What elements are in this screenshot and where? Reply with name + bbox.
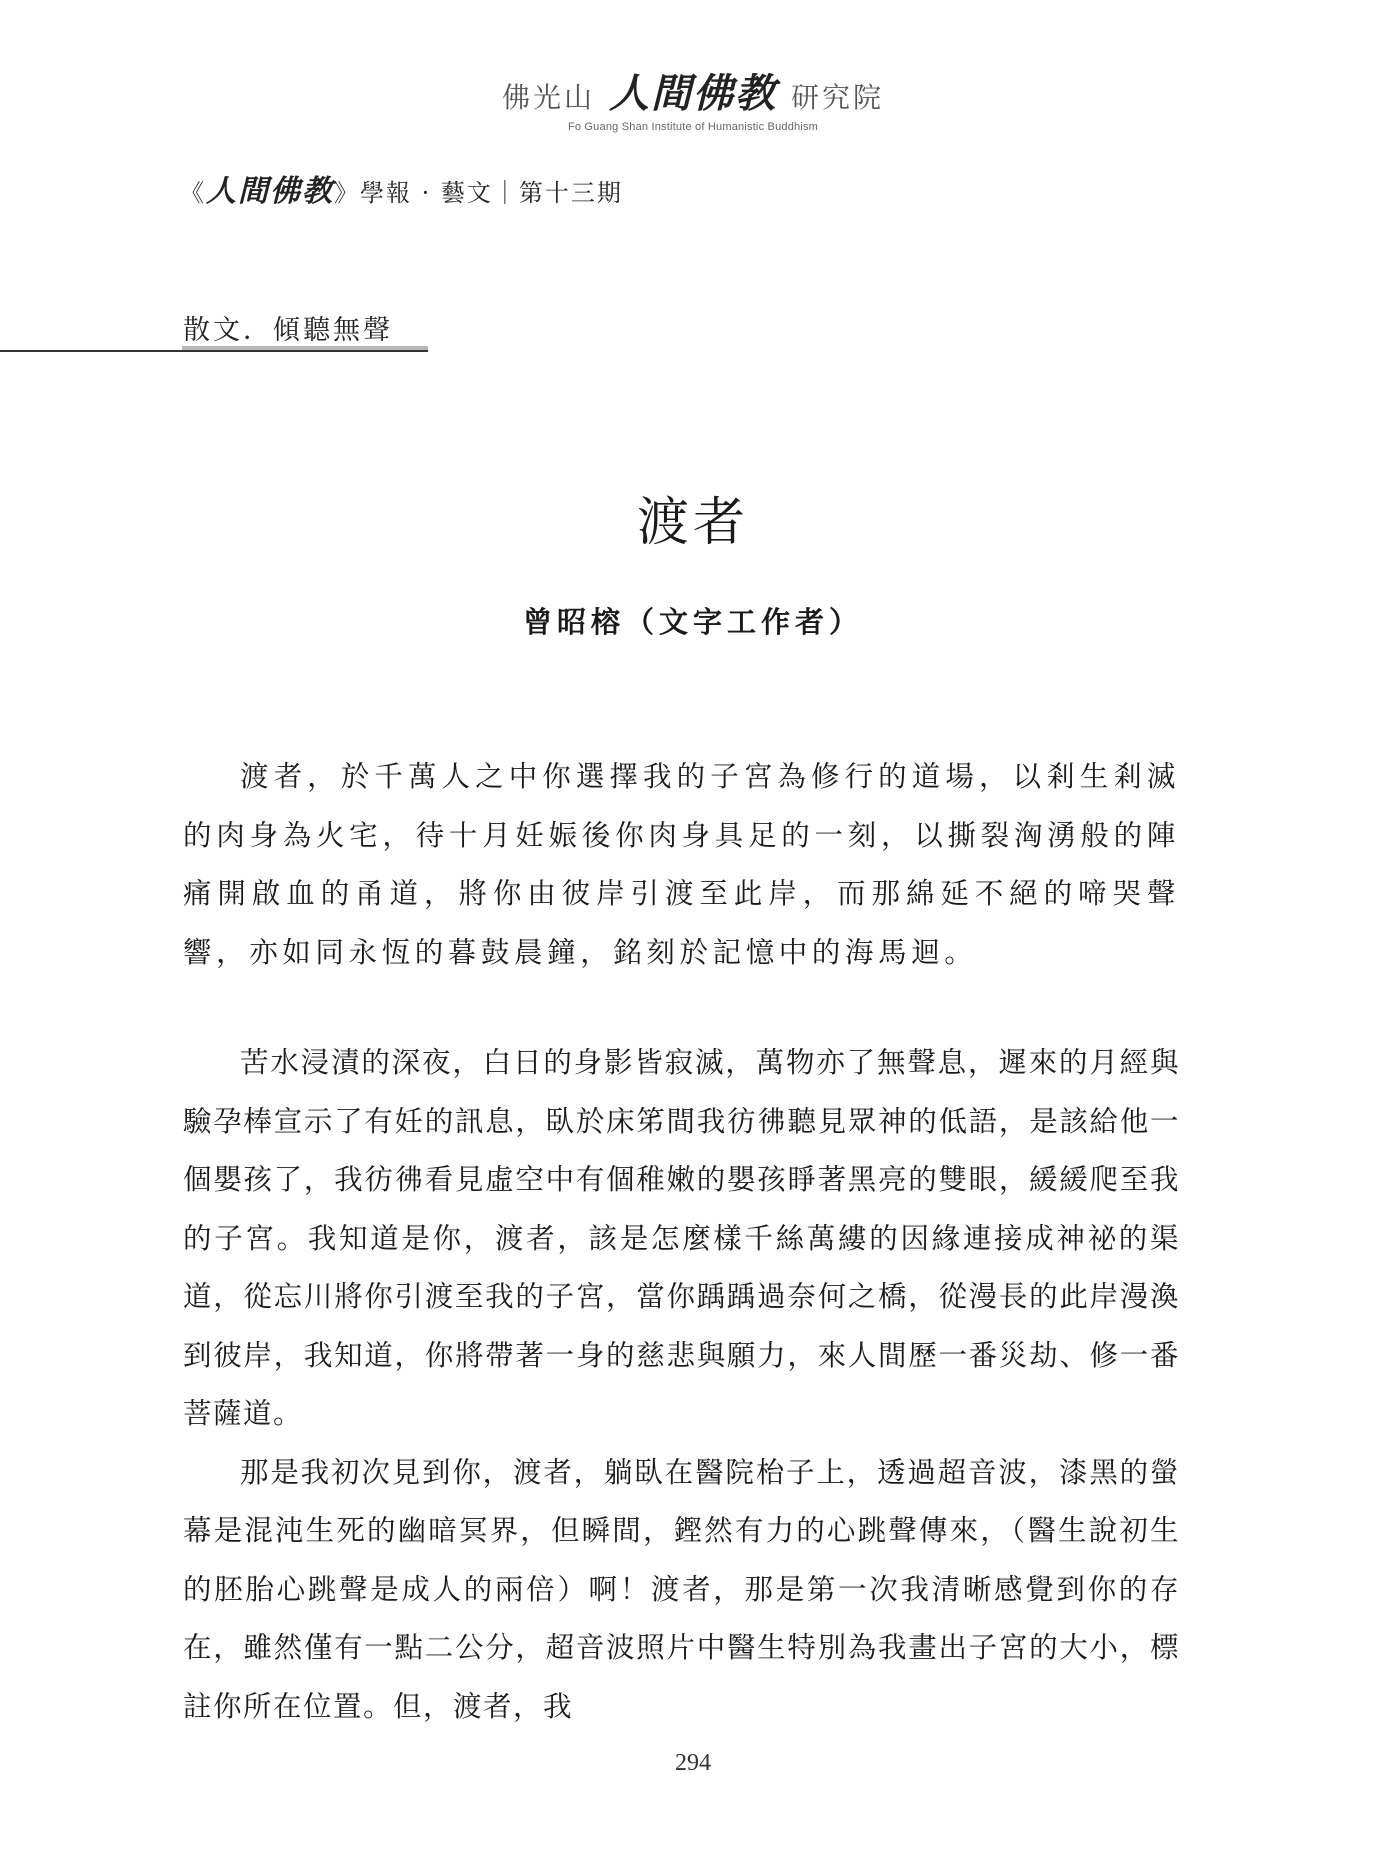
institute-brand-calligraphy: 人間佛教 (609, 70, 777, 117)
journal-open-bracket: 《 (180, 179, 206, 207)
institute-english-name: Fo Guang Shan Institute of Humanistic Buddhism (567, 121, 819, 133)
article-body (183, 748, 1180, 1736)
section-divider (0, 350, 428, 352)
institute-name (502, 62, 884, 119)
paragraph-gap (183, 982, 1180, 1034)
institute-suffix: 研究院 (791, 81, 885, 114)
article-author: 曾昭榕（文字工作者） (522, 605, 863, 639)
section-label: 散文．傾聽無聲 (183, 315, 393, 346)
institute-logo (0, 62, 1386, 133)
paragraph: 渡者，於千萬人之中你選擇我的子宮為修行的道場，以剎生剎滅的肉身為火宅，待十月妊娠後你肉身具足的一刻，以撕裂洶湧般的陣痛開啟血的甬道，將你由彼岸引渡至此岸，而那綿延不絕的啼哭聲響，亦如同永恆的暮鼓晨鐘，銘刻於記憶中的海馬迴。 (183, 760, 1180, 969)
page-number: 294 (675, 1750, 711, 1776)
paragraph: 苦水浸漬的深夜，白日的身影皆寂滅，萬物亦了無聲息，遲來的月經與驗孕棒宣示了有妊的訊息，臥於床笫間我彷彿聽見眾神的低語，是該給他一個嬰孩了，我彷彿看見虛空中有個稚嫩的嬰孩睜著黑亮的雙眼，緩緩爬至我的子宮。我知道是你，渡者，該是怎麼樣千絲萬縷的因緣連接成神祕的渠道，從忘川將你引渡至我的子宮，當你踽踽過奈何之橋，從漫長的此岸漫渙到彼岸，我知道，你將帶著一身的慈悲與願力，來人間歷一番災劫、修一番菩薩道。 (183, 1046, 1180, 1430)
article-title: 渡者 (636, 493, 749, 553)
paragraph: 那是我初次見到你，渡者，躺臥在醫院枱子上，透過超音波，漆黑的螢幕是混沌生死的幽暗冥界，但瞬間，鏗然有力的心跳聲傳來，（醫生說初生的胚胎心跳聲是成人的兩倍）啊！渡者，那是第一次我清晰感覺到你的存在，雖然僅有一點二公分，超音波照片中醫生特別為我畫出子宮的大小，標註你所在位置。但，渡者，我 (183, 1455, 1180, 1723)
institute-prefix: 佛光山 (501, 81, 595, 114)
journal-running-head (180, 166, 623, 210)
journal-brand-calligraphy: 人間佛教 (206, 174, 334, 209)
journal-issue-info: 》學報 · 藝文｜第十三期 (334, 179, 623, 207)
